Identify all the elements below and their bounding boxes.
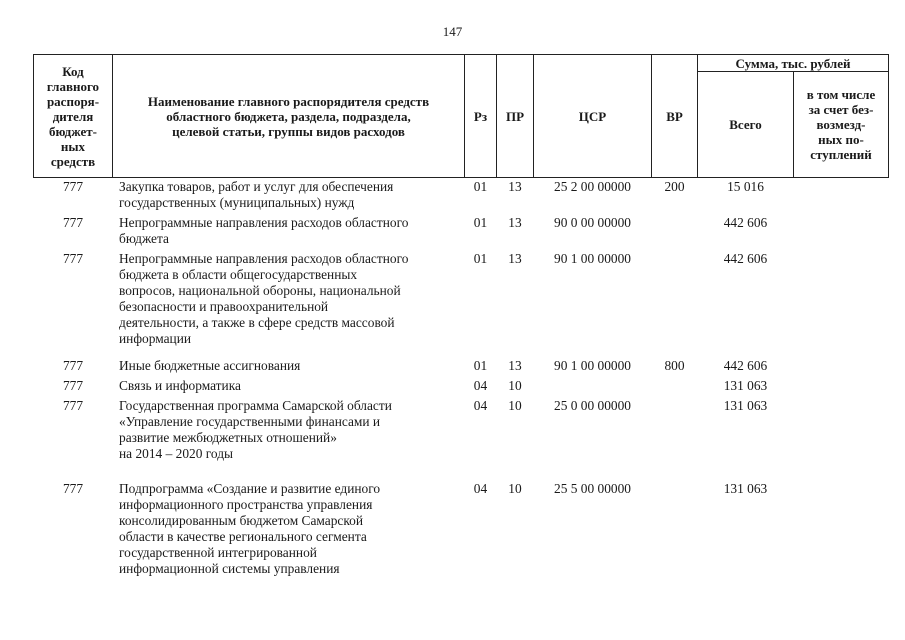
row-csr: 90 0 00 00000 (554, 215, 631, 230)
row-name: Непрограммные направления расходов областного бюджета в области общегосударственных вопросов, национальной обороны, национальной безопасности и правоохранительной деятельности, а также в сфере средств массовой информации (119, 251, 409, 346)
row-csr: 90 1 00 00000 (554, 251, 631, 266)
header-incl: в том числе за счет без- возмезд- ных по- ступлений (794, 72, 889, 178)
row-name: Связь и информатика (119, 378, 241, 393)
row-code: 777 (62, 251, 84, 266)
row-incl (794, 357, 889, 377)
table-row (34, 397, 889, 480)
row-rz: 04 (473, 481, 488, 496)
row-rz: 04 (473, 378, 488, 393)
row-incl (794, 214, 889, 250)
table-row (34, 250, 889, 357)
header-vr: ВР (652, 55, 698, 178)
header-total: Всего (698, 72, 794, 178)
row-pr: 13 (508, 251, 522, 266)
row-pr: 10 (508, 398, 522, 413)
row-pr: 13 (508, 179, 522, 194)
row-rz: 01 (473, 215, 488, 230)
row-total: 442 606 (723, 251, 768, 266)
row-pr: 10 (508, 481, 522, 496)
row-incl (794, 178, 889, 215)
row-csr: 25 2 00 00000 (554, 179, 631, 194)
row-incl (794, 377, 889, 397)
table-row (34, 480, 889, 580)
header-rz: Рз (465, 55, 497, 178)
row-name: Непрограммные направления расходов областного бюджета (119, 215, 409, 246)
row-name: Закупка товаров, работ и услуг для обеспечения государственных (муниципальных) нужд (119, 179, 394, 210)
row-total: 442 606 (723, 358, 768, 373)
table-row (34, 357, 889, 377)
row-csr: 25 0 00 00000 (554, 398, 631, 413)
row-vr (652, 397, 698, 480)
table-row (34, 214, 889, 250)
row-vr: 200 (664, 179, 685, 194)
row-name: Государственная программа Самарской области «Управление государственными финансами и развитие межбюджетных отношений» на 2014 – 2020 годы (119, 398, 392, 461)
row-pr: 10 (508, 378, 522, 393)
page-number: 147 (442, 24, 463, 39)
header-csr: ЦСР (534, 55, 652, 178)
row-vr: 800 (664, 358, 685, 373)
header-code: Код главного распоря- дителя бюджет- ных средств (34, 55, 113, 178)
row-vr (652, 250, 698, 357)
row-incl (794, 250, 889, 357)
row-code: 777 (62, 481, 84, 496)
row-pr: 13 (508, 215, 522, 230)
row-vr (652, 480, 698, 580)
row-name: Подпрограмма «Создание и развитие единого информационного пространства управления консолидированным бюджетом Самарской области в качестве регионального сегмента государственной интегрированной информационной системы управления (119, 481, 381, 576)
row-vr (652, 377, 698, 397)
row-incl (794, 397, 889, 480)
row-pr: 13 (508, 358, 522, 373)
row-csr: 25 5 00 00000 (554, 481, 631, 496)
row-code: 777 (62, 358, 84, 373)
row-rz: 04 (473, 398, 488, 413)
row-csr (534, 377, 652, 397)
row-code: 777 (62, 215, 84, 230)
header-pr: ПР (497, 55, 534, 178)
header-sum: Сумма, тыс. рублей (698, 55, 889, 72)
row-total: 15 016 (727, 179, 764, 194)
row-total: 131 063 (723, 378, 768, 393)
row-name: Иные бюджетные ассигнования (119, 358, 301, 373)
row-rz: 01 (473, 179, 488, 194)
row-total: 131 063 (723, 481, 768, 496)
row-code: 777 (62, 398, 84, 413)
row-incl (794, 480, 889, 580)
table-row (34, 377, 889, 397)
row-code: 777 (62, 179, 84, 194)
budget-table (33, 54, 889, 580)
row-vr (652, 214, 698, 250)
header-name: Наименование главного распорядителя средств областного бюджета, раздела, подраздела, целевой статьи, группы видов расходов (113, 55, 465, 178)
row-total: 131 063 (723, 398, 768, 413)
row-rz: 01 (473, 358, 488, 373)
row-total: 442 606 (723, 215, 768, 230)
table-row (34, 178, 889, 215)
row-rz: 01 (473, 251, 488, 266)
row-code: 777 (62, 378, 84, 393)
row-csr: 90 1 00 00000 (554, 358, 631, 373)
